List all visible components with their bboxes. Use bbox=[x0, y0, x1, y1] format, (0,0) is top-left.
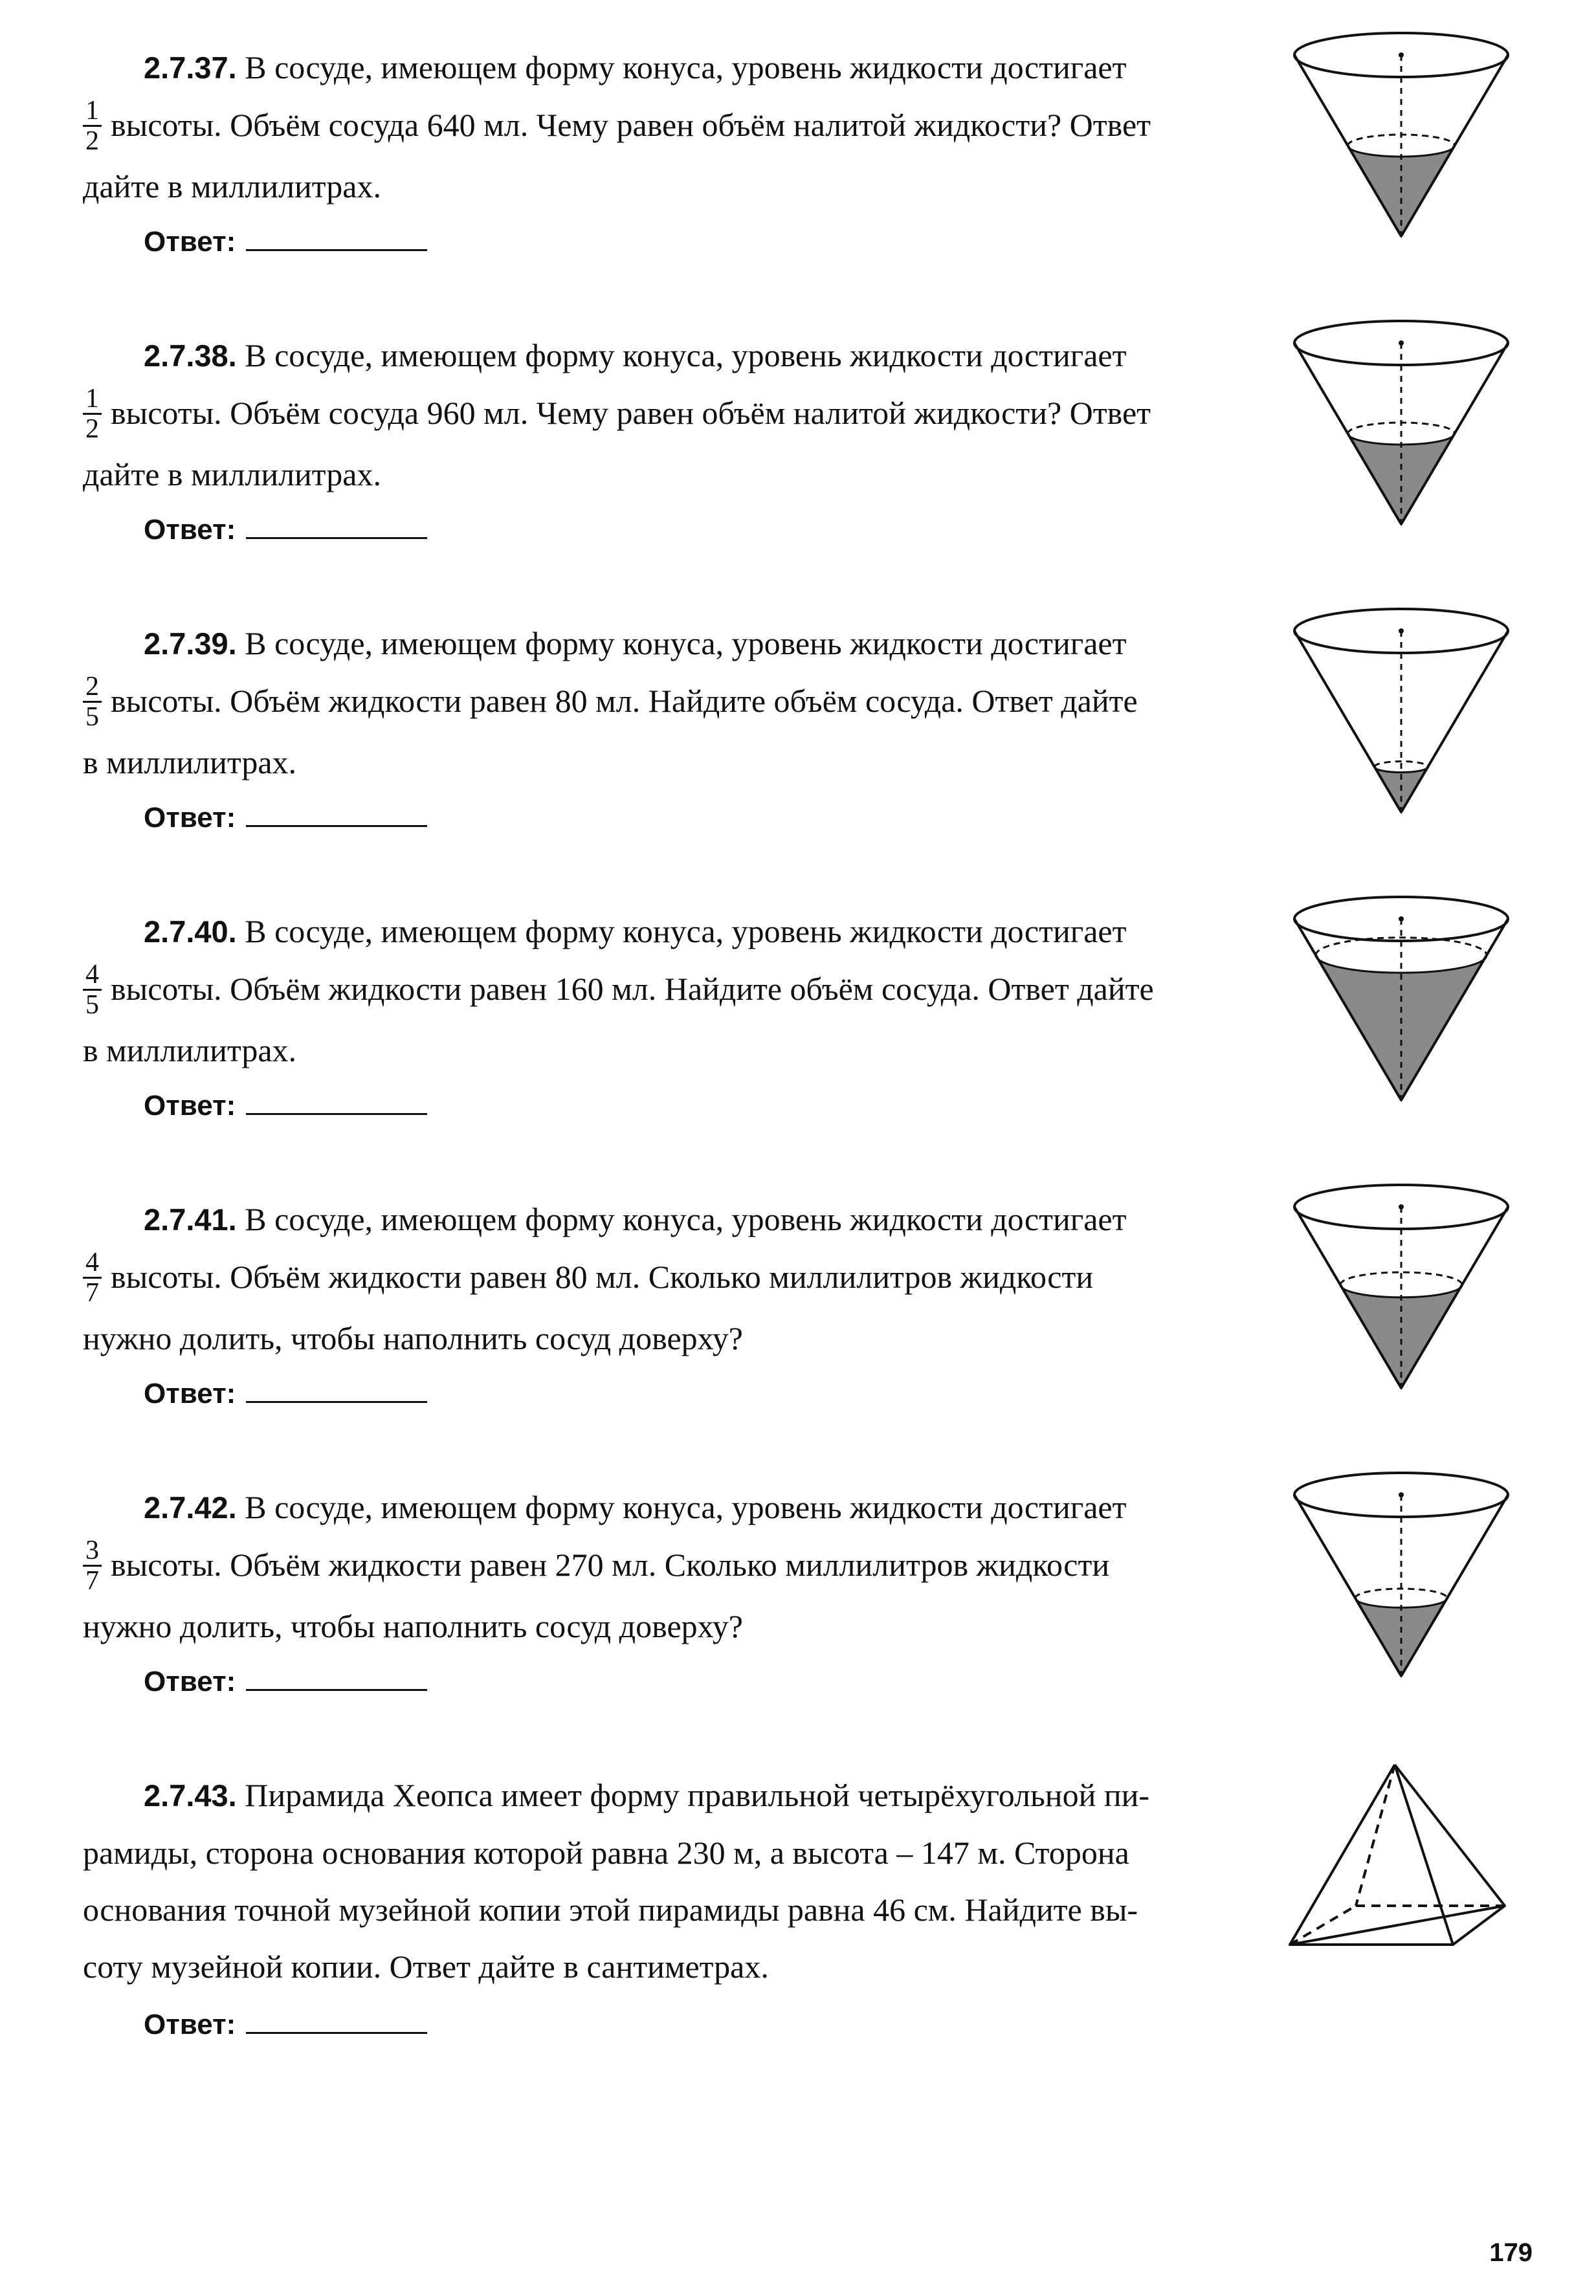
problem-2-7-43 bbox=[0, 1728, 1596, 2051]
answer-field bbox=[144, 1375, 427, 1410]
problem-line-3: в миллилитрах. bbox=[83, 744, 297, 781]
problem-line-1: 2.7.39. В сосуде, имеющем форму конуса, уровень жидкости достигает bbox=[144, 625, 1127, 661]
problem-line-2: $\frac{1}{2}$ высоты. Объём сосуда 640 мл. Чему равен объём налитой жидкости? Ответ bbox=[83, 96, 1267, 158]
cone-figure bbox=[1285, 29, 1518, 249]
problem-line-1: 2.7.37. В сосуде, имеющем форму конуса, уровень жидкости достигает bbox=[144, 49, 1127, 85]
cone-side bbox=[1401, 1495, 1508, 1676]
cone-figure bbox=[1285, 1469, 1518, 1689]
problem-number: 2.7.42. bbox=[144, 1490, 237, 1525]
problem-line-3: дайте в миллилитрах. bbox=[83, 456, 381, 493]
cone-figure bbox=[1285, 1181, 1518, 1401]
problem-number: 2.7.39. bbox=[144, 626, 237, 661]
cone-side bbox=[1294, 1495, 1401, 1676]
problem-2-7-37 bbox=[0, 0, 1596, 272]
fraction: $\frac{4}{5}$ bbox=[83, 960, 102, 1019]
problem-line-3: в миллилитрах. bbox=[83, 1032, 297, 1069]
cone-center-point bbox=[1399, 628, 1404, 634]
cone-center-point bbox=[1399, 1492, 1404, 1497]
answer-field bbox=[144, 2006, 427, 2041]
fraction: $\frac{1}{2}$ bbox=[83, 384, 102, 443]
problem-text bbox=[83, 1767, 1267, 1995]
problem-line-3: основания точной музейной копии этой пирамиды равна 46 см. Найдите вы- bbox=[83, 1892, 1138, 1928]
problem-text bbox=[83, 39, 1267, 215]
problem-number: 2.7.38. bbox=[144, 338, 237, 373]
cone-figure bbox=[1285, 605, 1518, 825]
answer-field bbox=[144, 1663, 427, 1698]
problem-2-7-38 bbox=[0, 288, 1596, 560]
fraction: $\frac{3}{7}$ bbox=[83, 1536, 102, 1595]
problem-2-7-40 bbox=[0, 864, 1596, 1136]
cone-center-point bbox=[1399, 340, 1404, 346]
problem-line-3: дайте в миллилитрах. bbox=[83, 168, 381, 205]
answer-label: Ответ: bbox=[144, 1666, 236, 1697]
pyramid-edge bbox=[1290, 1765, 1395, 1945]
cone-side bbox=[1294, 631, 1401, 812]
problem-line-2: рамиды, сторона основания которой равна 230 м, а высота – 147 м. Сторона bbox=[83, 1835, 1129, 1871]
answer-field bbox=[144, 511, 427, 546]
answer-blank[interactable] bbox=[246, 511, 427, 539]
answer-blank[interactable] bbox=[246, 799, 427, 827]
cone-side bbox=[1401, 631, 1508, 812]
problem-line-1: 2.7.43. Пирамида Хеопса имеет форму правильной четырёхугольной пи- bbox=[144, 1777, 1149, 1813]
problem-text bbox=[83, 327, 1267, 503]
answer-field bbox=[144, 1087, 427, 1122]
problem-text bbox=[83, 1191, 1267, 1367]
problem-2-7-41 bbox=[0, 1152, 1596, 1424]
problem-2-7-42 bbox=[0, 1440, 1596, 1712]
problem-number: 2.7.41. bbox=[144, 1202, 237, 1237]
answer-label: Ответ: bbox=[144, 1378, 236, 1409]
problem-line-1: 2.7.42. В сосуде, имеющем форму конуса, уровень жидкости достигает bbox=[144, 1489, 1127, 1525]
answer-label: Ответ: bbox=[144, 802, 236, 833]
pyramid-edge bbox=[1395, 1765, 1505, 1906]
problem-line-3: нужно долить, чтобы наполнить сосуд доверху? bbox=[83, 1608, 743, 1645]
answer-blank[interactable] bbox=[246, 1087, 427, 1115]
problem-line-2: $\frac{3}{7}$ высоты. Объём жидкости равен 270 мл. Сколько миллилитров жидкости bbox=[83, 1536, 1267, 1598]
problem-line-4: соту музейной копии. Ответ дайте в сантиметрах. bbox=[83, 1948, 769, 1985]
problem-2-7-39 bbox=[0, 576, 1596, 848]
cone-side bbox=[1401, 343, 1508, 524]
cone-side bbox=[1294, 55, 1401, 236]
problem-line-1: 2.7.38. В сосуде, имеющем форму конуса, уровень жидкости достигает bbox=[144, 337, 1127, 373]
cone-side bbox=[1294, 343, 1401, 524]
problem-line-2: $\frac{1}{2}$ высоты. Объём сосуда 960 мл. Чему равен объём налитой жидкости? Ответ bbox=[83, 384, 1267, 446]
problem-line-1: 2.7.40. В сосуде, имеющем форму конуса, уровень жидкости достигает bbox=[144, 913, 1127, 949]
fraction: $\frac{2}{5}$ bbox=[83, 672, 102, 731]
cone-center-point bbox=[1399, 52, 1404, 58]
problem-number: 2.7.43. bbox=[144, 1778, 237, 1813]
answer-blank[interactable] bbox=[246, 2006, 427, 2034]
answer-label: Ответ: bbox=[144, 226, 236, 258]
answer-field bbox=[144, 799, 427, 834]
cone-side bbox=[1401, 55, 1508, 236]
pyramid-edge bbox=[1395, 1765, 1453, 1945]
problem-text bbox=[83, 1479, 1267, 1655]
fraction: $\frac{4}{7}$ bbox=[83, 1248, 102, 1307]
problem-number: 2.7.37. bbox=[144, 50, 237, 85]
answer-blank[interactable] bbox=[246, 1663, 427, 1691]
problem-line-2: $\frac{4}{5}$ высоты. Объём жидкости равен 160 мл. Найдите объём сосуда. Ответ дайте bbox=[83, 960, 1267, 1022]
problem-line-2: $\frac{4}{7}$ высоты. Объём жидкости равен 80 мл. Сколько миллилитров жидкости bbox=[83, 1248, 1267, 1310]
answer-field bbox=[144, 223, 427, 258]
problem-line-1: 2.7.41. В сосуде, имеющем форму конуса, уровень жидкости достигает bbox=[144, 1201, 1127, 1237]
answer-blank[interactable] bbox=[246, 1375, 427, 1403]
answer-label: Ответ: bbox=[144, 514, 236, 546]
problem-line-2: $\frac{2}{5}$ высоты. Объём жидкости равен 80 мл. Найдите объём сосуда. Ответ дайте bbox=[83, 672, 1267, 734]
answer-label: Ответ: bbox=[144, 1090, 236, 1121]
answer-blank[interactable] bbox=[246, 223, 427, 251]
page-number: 179 bbox=[1489, 2238, 1533, 2267]
cone-center-point bbox=[1399, 916, 1404, 922]
problem-text bbox=[83, 615, 1267, 791]
problem-number: 2.7.40. bbox=[144, 914, 237, 949]
cone-center-point bbox=[1399, 1204, 1404, 1209]
fraction: $\frac{1}{2}$ bbox=[83, 96, 102, 155]
answer-label: Ответ: bbox=[144, 2009, 236, 2040]
cone-figure bbox=[1285, 893, 1518, 1113]
problem-text bbox=[83, 903, 1267, 1079]
pyramid-edge-hidden bbox=[1356, 1765, 1395, 1906]
problem-line-3: нужно долить, чтобы наполнить сосуд доверху? bbox=[83, 1320, 743, 1357]
pyramid-figure bbox=[1285, 1757, 1531, 1951]
cone-figure bbox=[1285, 317, 1518, 537]
